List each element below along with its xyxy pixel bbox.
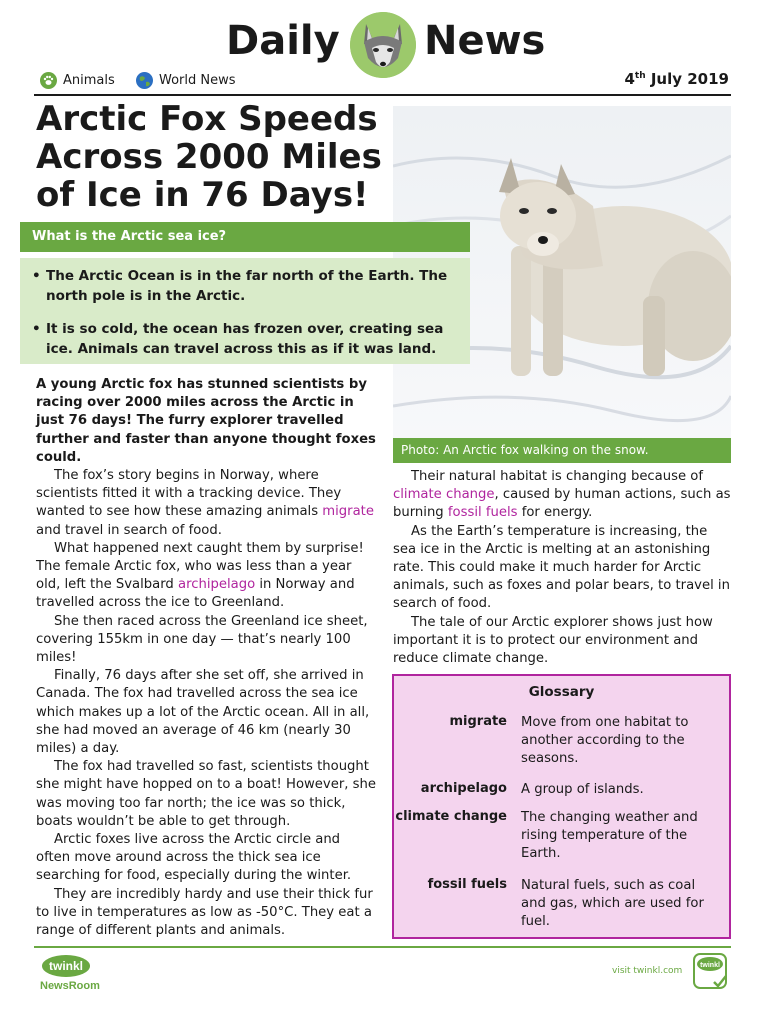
keyword-link-fossil-fuels[interactable]: fossil fuels [447, 505, 518, 521]
glossary-term: climate change [395, 809, 507, 824]
article-paragraph: The fox had travelled so fast, scientists thought she might have hopped on to a boat! However, she was moving too far north; the ice was so thick, boats wouldn’t be able to get through. [36, 759, 376, 829]
fact-item: • It is so cold, the ocean has frozen over, creating sea ice. Animals can travel across this as if it was land. [30, 319, 460, 359]
article-left-column [36, 376, 376, 940]
article-paragraph: As the Earth’s temperature is increasing, the sea ice in the Arctic is melting at an astonishing rate. This could make it much harder for Arctic animals, such as foxes and polar bears, to travel in search of food. [393, 523, 730, 612]
svg-text:twinkl: twinkl [700, 962, 720, 969]
footer-url[interactable]: visit twinkl.com [612, 966, 683, 976]
glossary-definition: A group of islands. [521, 782, 644, 797]
keyword-link-archipelago[interactable]: archipelago [178, 577, 256, 593]
article-paragraph: Finally, 76 days after she set off, she arrived in Canada. The fox had travelled across the sea ice which makes up a lot of the Arctic ocean. All in all, she had moved an average of 46 km (nearly 30 miles) a day. [36, 668, 370, 757]
article-paragraph: Their natural habitat is changing because of climate change, caused by human actions, such as burning fossil fuels for energy. [393, 469, 731, 521]
glossary-box [392, 674, 731, 939]
article-paragraph: They are incredibly hardy and use their thick fur to live in temperatures as low as -50°C. They eat a range of different plants and animals. [36, 886, 373, 939]
glossary-term: archipelago [420, 781, 507, 796]
masthead-title-left: Daily [226, 18, 340, 64]
publication-date: 4th July 2019 [624, 70, 729, 88]
quality-badge-icon [690, 952, 730, 992]
glossary-definition: The changing weather and rising temperature of the Earth. [521, 810, 698, 862]
article-right-column [393, 468, 733, 668]
category-bar [34, 67, 731, 96]
keyword-link-climate-change[interactable]: climate change [393, 487, 495, 503]
photo-caption: Photo: An Arctic fox walking on the snow. [393, 438, 731, 463]
category-world-news[interactable] [136, 72, 236, 89]
headline: Arctic Fox Speeds Across 2000 Miles of Ice in 76 Days! [36, 99, 382, 215]
article-paragraph: What happened next caught them by surprise! The female Arctic fox, who was less than a year old, left the Svalbard archipelago in Norway and travelled across the ice to Greenland. [36, 540, 364, 611]
svg-text:NewsRoom: NewsRoom [40, 980, 100, 992]
article-paragraph: Arctic foxes live across the Arctic circle and often move around across the thick sea ice searching for food, especially during the winter. [36, 832, 352, 884]
fact-box [20, 258, 470, 364]
globe-icon [136, 72, 153, 89]
category-world-news-label: World News [159, 73, 236, 88]
fact-box-title: What is the Arctic sea ice? [20, 222, 470, 252]
article-paragraph: The tale of our Arctic explorer shows just how important it is to protect our environment and reduce climate change. [393, 614, 713, 667]
paw-icon [40, 72, 57, 89]
category-animals[interactable] [40, 72, 115, 89]
masthead [0, 8, 768, 74]
svg-text:twinkl: twinkl [48, 959, 84, 973]
glossary-definition: Move from one habitat to another according to the seasons. [521, 715, 689, 767]
article-paragraph: The fox’s story begins in Norway, where scientists fitted it with a tracking device. They wanted to see how these amazing animals migrate and travel in search of food. [36, 468, 374, 538]
category-animals-label: Animals [63, 73, 115, 88]
glossary-term: fossil fuels [427, 877, 507, 892]
twinkl-newsroom-logo[interactable] [36, 954, 110, 994]
fact-item: • The Arctic Ocean is in the far north of the Earth. The north pole is in the Arctic. [30, 266, 460, 306]
glossary-term: migrate [449, 714, 507, 729]
masthead-title-right: News [424, 18, 546, 64]
article-lead: A young Arctic fox has stunned scientists by racing over 2000 miles across the Arctic in just 76 days! The furry explorer travelled further and faster than anyone thought foxes could. [36, 377, 376, 465]
article-paragraph: She then raced across the Greenland ice sheet, covering 155km in one day — that’s nearly 100 miles! [36, 613, 368, 666]
footer-divider [34, 946, 731, 948]
glossary-definition: Natural fuels, such as coal and gas, which are used for fuel. [521, 878, 704, 930]
keyword-link-migrate[interactable]: migrate [322, 504, 374, 520]
glossary-title: Glossary [528, 684, 595, 700]
